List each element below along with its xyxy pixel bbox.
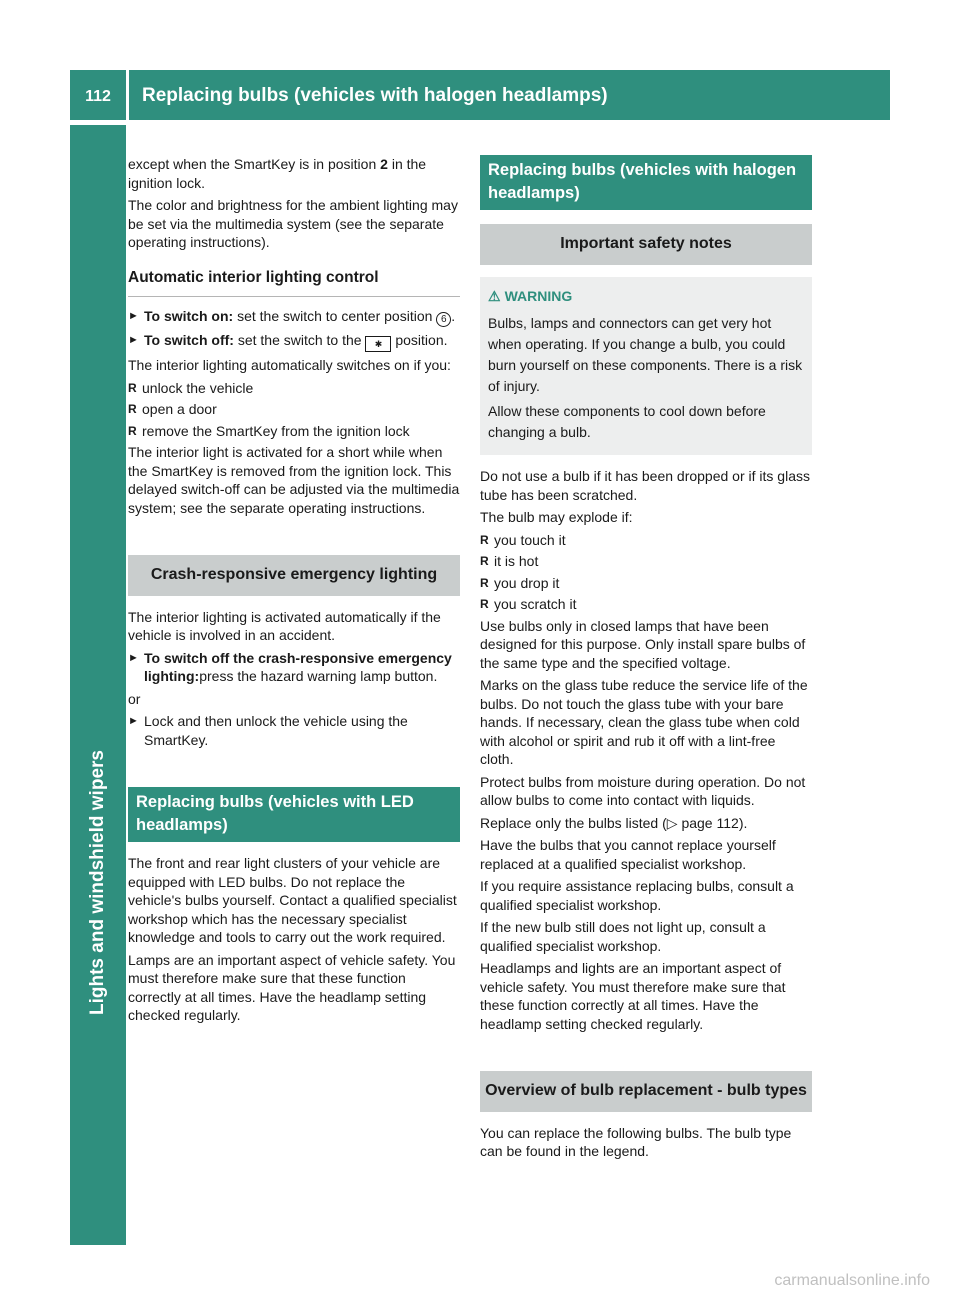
page-title: Replacing bulbs (vehicles with halogen headlamps) [142,85,608,106]
position-symbol-icon: 6 [436,312,451,327]
list-item: R open a door [128,401,217,417]
instruction-step: ► To switch on: set the switch to center position 6 . [128,308,456,325]
list-item: R you drop it [480,574,560,591]
paragraph: The interior light is activated for a short while when the SmartKey is removed from the ignition lock. This delayed switch-off can be adjusted via the multimedia system; see the separate operating instructions. [128,444,460,516]
warning-text: Allow these components to cool down before changing a bulb. [488,403,766,440]
heading-bulb-overview: Overview of bulb replacement - bulb types [480,1071,812,1112]
bullet-icon: R [480,554,489,568]
instruction-step: ► Lock and then unlock the vehicle using the SmartKey. [128,713,408,748]
paragraph: or [128,690,141,707]
paragraph: Headlamps and lights are an important aspect of vehicle safety. You must therefore make sure that these function correctly at all times. Have the headlamp setting checked regularly. [480,960,786,1032]
list-item: R it is hot [480,553,539,569]
arrow-icon: ► [128,715,139,727]
page-header [70,70,890,120]
right-column [480,155,812,1165]
arrow-icon: ► [128,334,139,346]
paragraph: Lamps are an important aspect of vehicle safety. You must therefore make sure that these function correctly at all times. Have the headlamp setting checked regularly. [128,951,456,1023]
header-divider [126,70,129,120]
section-sidebar [70,125,126,1245]
left-column [128,155,460,1029]
heading-halogen-headlamps: Replacing bulbs (vehicles with halogen headlamps) [480,155,812,210]
bullet-icon: R [128,423,137,438]
bullet-icon: R [128,402,137,416]
arrow-icon: ► [128,310,139,322]
paragraph: Marks on the glass tube reduce the service life of the bulbs. Do not touch the glass tube with your bare hands. If necessary, clean the glass tube when cold with alcohol or spirit and rub it off with a lint-free cloth. [480,677,808,767]
paragraph: Use bulbs only in closed lamps that have been designed for this purpose. Only install spare bulbs of the same type and the specified voltage. [480,617,806,671]
heading-led-headlamps: Replacing bulbs (vehicles with LED headlamps) [128,787,460,842]
watermark: carmanualsonline.info [774,1272,930,1289]
bullet-icon: R [128,380,137,395]
heading-safety-notes: Important safety notes [480,224,812,265]
warning-title: ⚠ WARNING [488,287,573,304]
paragraph: The color and brightness for the ambient lighting may be set via the multimedia system (see the separate operating instructions). [128,197,458,250]
paragraph: If you require assistance replacing bulbs, consult a qualified specialist workshop. [480,878,794,913]
paragraph: Have the bulbs that you cannot replace yourself replaced at a qualified specialist workshop. [480,837,776,872]
page-ref-icon: ▷ [666,814,678,831]
list-item: R you touch it [480,531,566,548]
page-number: 112 [85,88,111,105]
paragraph: except when the SmartKey is in position 2 in the ignition lock. [128,156,427,191]
bullet-icon: R [480,575,489,590]
paragraph: You can replace the following bulbs. The bulb type can be found in the legend. [480,1124,792,1159]
list-item: R unlock the vehicle [128,379,254,396]
bullet-icon: R [480,532,489,547]
instruction-step: ► To switch off: set the switch to the ✱ position. [128,331,460,352]
door-switch-icon: ✱ [365,336,391,352]
paragraph: The bulb may explode if: [480,509,633,525]
paragraph: Replace only the bulbs listed (▷ page 112). [480,814,748,831]
heading-automatic-interior-lighting: Automatic interior lighting control [128,256,460,298]
warning-box [480,277,812,456]
paragraph: Protect bulbs from moisture during operation. Do not allow bulbs to come into contact with liquids. [480,773,806,808]
warning-triangle-icon: ⚠ [488,287,501,304]
arrow-icon: ► [128,651,139,664]
paragraph: If the new bulb still does not light up, consult a qualified specialist workshop. [480,919,766,954]
list-item: R you scratch it [480,596,577,612]
list-item: R remove the SmartKey from the ignition lock [128,422,410,439]
section-label: Lights and windshield wipers [87,750,108,1015]
instruction-step: ► To switch off the crash-responsive emergency lighting:press the hazard warning lamp button. [128,649,452,684]
warning-text: Bulbs, lamps and connectors can get very hot when operating. If you change a bulb, you could burn yourself on these components. There is a risk of injury. [488,315,803,394]
bullet-icon: R [480,597,489,611]
paragraph: The interior lighting automatically switches on if you: [128,357,451,373]
page-reference-link[interactable]: ▷ page 112 [666,814,739,831]
paragraph: The interior lighting is activated automatically if the vehicle is involved in an accident. [128,608,441,643]
paragraph: The front and rear light clusters of your vehicle are equipped with LED bulbs. Do not replace the vehicle's bulbs yourself. Contact a qualified specialist workshop which has the necessary specialist knowledge and tools to carry out the work required. [128,855,457,945]
paragraph: Do not use a bulb if it has been dropped or if its glass tube has been scratched. [480,468,810,503]
heading-crash-responsive-lighting: Crash-responsive emergency lighting [128,555,460,596]
